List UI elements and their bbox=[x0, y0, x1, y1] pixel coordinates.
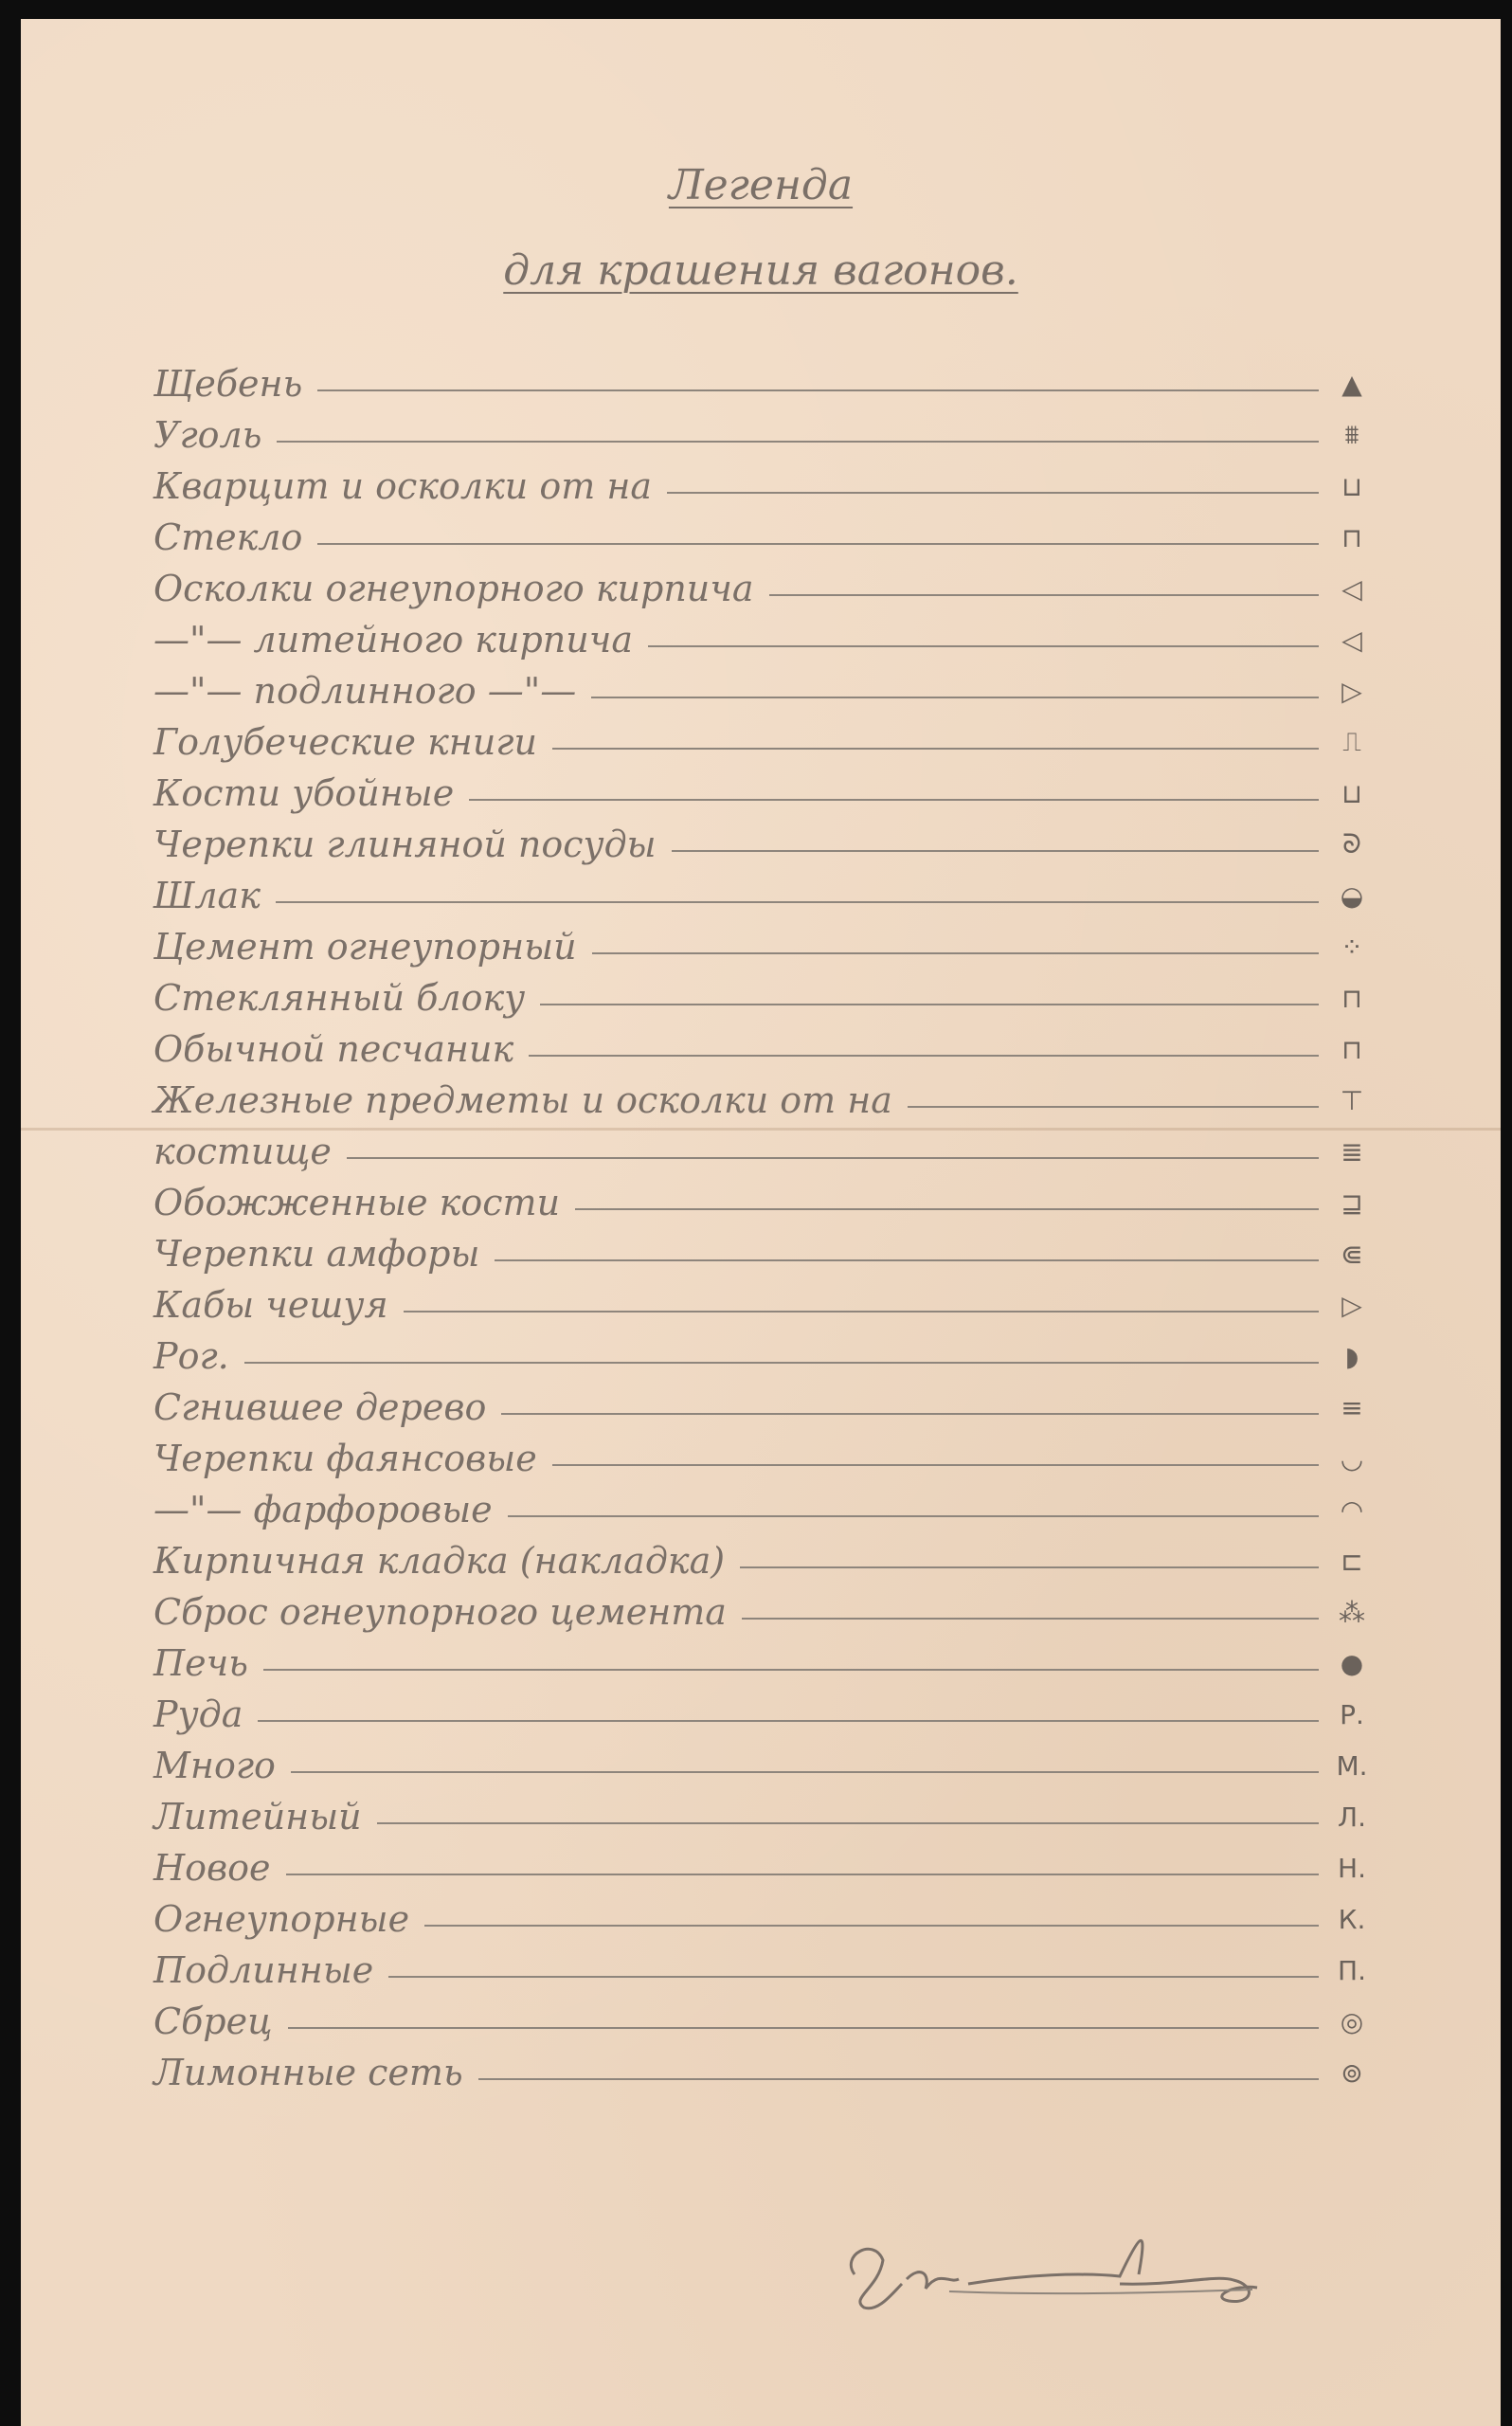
leader-line bbox=[263, 1669, 1319, 1671]
legend-symbol-icon: ▷ bbox=[1341, 675, 1362, 707]
legend-entry-label: Цемент огнеупорный bbox=[153, 926, 577, 968]
legend-symbol-icon: ⊔ bbox=[1341, 470, 1362, 502]
leader-line bbox=[244, 1362, 1319, 1364]
legend-symbol-icon: ◁ bbox=[1341, 624, 1362, 656]
legend-entry bbox=[153, 819, 1385, 870]
legend-entry-label: Сбрец bbox=[153, 2001, 273, 2042]
legend-entry-label: Кварцит и осколки от на bbox=[153, 465, 653, 507]
leader-line bbox=[552, 1464, 1319, 1466]
legend-entry bbox=[153, 461, 1385, 512]
leader-line bbox=[908, 1106, 1319, 1108]
legend-entry bbox=[153, 1535, 1385, 1586]
legend-entry bbox=[153, 1842, 1385, 1893]
legend-entry-label: —"— фарфоровые bbox=[153, 1489, 493, 1530]
leader-line bbox=[672, 850, 1319, 852]
legend-entry bbox=[153, 1382, 1385, 1433]
leader-line bbox=[501, 1413, 1319, 1415]
legend-symbol-icon: ⋐ bbox=[1341, 1238, 1363, 1270]
document-subtitle: для крашения вагонов. bbox=[503, 246, 1018, 295]
legend-entry bbox=[153, 972, 1385, 1023]
legend-symbol-icon: ◡ bbox=[1340, 1442, 1364, 1475]
legend-entry bbox=[153, 1740, 1385, 1791]
legend-entry bbox=[153, 1279, 1385, 1331]
handwritten-signature bbox=[836, 2218, 1271, 2322]
legend-symbol-icon: ⊤ bbox=[1340, 1084, 1364, 1116]
legend-symbol-icon: Р. bbox=[1340, 1698, 1364, 1730]
leader-line bbox=[347, 1157, 1319, 1159]
legend-symbol-icon: ⁘ bbox=[1341, 931, 1363, 963]
legend-entry bbox=[153, 1177, 1385, 1228]
leader-line bbox=[317, 543, 1319, 545]
legend-symbol-icon: ▲ bbox=[1341, 368, 1362, 400]
legend-symbol-icon: ⊚ bbox=[1341, 2056, 1363, 2089]
legend-entry bbox=[153, 1586, 1385, 1638]
legend-entry bbox=[153, 1689, 1385, 1740]
legend-symbol-icon: ≣ bbox=[1341, 1135, 1363, 1168]
legend-symbol-icon: П. bbox=[1338, 1954, 1366, 1986]
legend-entry-label: Щебень bbox=[153, 363, 303, 405]
leader-line bbox=[529, 1055, 1319, 1057]
legend-entry bbox=[153, 1996, 1385, 2047]
legend-symbol-icon: ◎ bbox=[1340, 2005, 1364, 2037]
legend-entry-label: Голубеческие книги bbox=[153, 721, 537, 763]
legend-entry-label: Кости убойные bbox=[153, 772, 455, 814]
leader-line bbox=[404, 1311, 1319, 1313]
legend-entry-label: Кирпичная кладка (накладка) bbox=[153, 1540, 726, 1582]
legend-symbol-icon: ⊓ bbox=[1341, 1033, 1362, 1065]
leader-line bbox=[424, 1925, 1319, 1927]
leader-line bbox=[742, 1618, 1319, 1620]
legend-entry bbox=[153, 1945, 1385, 1996]
leader-line bbox=[769, 594, 1319, 596]
legend-entry bbox=[153, 665, 1385, 716]
legend-entry-label: костище bbox=[153, 1131, 332, 1172]
legend-entry bbox=[153, 1484, 1385, 1535]
leader-line bbox=[276, 901, 1319, 903]
legend-symbol-icon: ᘐ bbox=[1342, 828, 1361, 860]
legend-entry-label: Уголь bbox=[153, 414, 262, 456]
leader-line bbox=[667, 492, 1319, 494]
leader-line bbox=[478, 2078, 1319, 2080]
legend-entry bbox=[153, 614, 1385, 665]
legend-symbol-icon: ◠ bbox=[1340, 1494, 1364, 1526]
legend-entry-label: Лимонные сеть bbox=[153, 2052, 463, 2093]
leader-line bbox=[288, 2027, 1319, 2029]
legend-entry bbox=[153, 512, 1385, 563]
legend-list bbox=[153, 358, 1385, 2098]
legend-symbol-icon: Л. bbox=[1338, 1801, 1366, 1833]
legend-entry bbox=[153, 2047, 1385, 2098]
leader-line bbox=[286, 1874, 1320, 1875]
legend-entry-label: Сброс огнеупорного цемента bbox=[153, 1591, 727, 1633]
leader-line bbox=[508, 1515, 1319, 1517]
signature-drawing bbox=[836, 2218, 1271, 2322]
legend-entry-label: Много bbox=[153, 1745, 276, 1786]
legend-entry-label: —"— подлинного —"— bbox=[153, 670, 577, 712]
legend-entry-label: Обычной песчаник bbox=[153, 1028, 514, 1070]
legend-entry bbox=[153, 358, 1385, 409]
legend-entry-label: Новое bbox=[153, 1847, 271, 1889]
legend-symbol-icon: ⊔ bbox=[1341, 777, 1362, 809]
leader-line bbox=[540, 1004, 1319, 1005]
legend-symbol-icon: Н. bbox=[1338, 1852, 1366, 1884]
legend-entry bbox=[153, 1331, 1385, 1382]
paper-sheet bbox=[21, 19, 1501, 2426]
legend-entry bbox=[153, 1791, 1385, 1842]
legend-entry-label: Железные предметы и осколки от на bbox=[153, 1079, 892, 1121]
legend-entry bbox=[153, 1023, 1385, 1075]
legend-entry-label: Огнеупорные bbox=[153, 1898, 410, 1940]
legend-entry-label: Печь bbox=[153, 1642, 248, 1684]
legend-entry bbox=[153, 1893, 1385, 1945]
legend-symbol-icon: ◁ bbox=[1341, 572, 1362, 605]
leader-line bbox=[388, 1976, 1319, 1978]
legend-symbol-icon: ⊒ bbox=[1341, 1186, 1363, 1219]
leader-line bbox=[258, 1720, 1319, 1722]
legend-entry bbox=[153, 921, 1385, 972]
legend-symbol-icon: ⊓ bbox=[1341, 982, 1362, 1014]
legend-entry-label: Подлинные bbox=[153, 1949, 374, 1991]
legend-entry bbox=[153, 563, 1385, 614]
legend-entry-label: Осколки огнеупорного кирпича bbox=[153, 568, 754, 609]
legend-entry bbox=[153, 1433, 1385, 1484]
legend-entry bbox=[153, 768, 1385, 819]
legend-symbol-icon: К. bbox=[1338, 1903, 1366, 1935]
legend-entry-label: Кабы чешуя bbox=[153, 1284, 388, 1326]
document-title: Легенда bbox=[668, 161, 854, 209]
legend-symbol-icon: ◒ bbox=[1340, 879, 1364, 912]
legend-entry-label: Черепки глиняной посуды bbox=[153, 824, 657, 865]
leader-line bbox=[592, 952, 1319, 954]
legend-symbol-icon: ◗ bbox=[1344, 1340, 1359, 1372]
legend-symbol-icon: ▷ bbox=[1341, 1289, 1362, 1321]
legend-entry bbox=[153, 1638, 1385, 1689]
legend-entry-label: Рог. bbox=[153, 1335, 229, 1377]
legend-symbol-icon: ≡ bbox=[1341, 1391, 1363, 1423]
legend-entry bbox=[153, 1075, 1385, 1126]
leader-line bbox=[277, 441, 1319, 443]
legend-entry-label: Черепки амфоры bbox=[153, 1233, 480, 1275]
legend-symbol-icon: ⊓ bbox=[1341, 521, 1362, 553]
leader-line bbox=[377, 1822, 1319, 1824]
legend-symbol-icon: ⎍ bbox=[1342, 726, 1361, 757]
leader-line bbox=[740, 1566, 1319, 1568]
leader-line bbox=[495, 1259, 1319, 1261]
legend-symbol-icon: М. bbox=[1336, 1749, 1368, 1782]
legend-entry-label: Шлак bbox=[153, 875, 261, 916]
leader-line bbox=[552, 748, 1319, 750]
legend-entry bbox=[153, 870, 1385, 921]
legend-entry-label: Обожженные кости bbox=[153, 1182, 561, 1223]
legend-symbol-icon: ⁂ bbox=[1339, 1596, 1365, 1628]
leader-line bbox=[591, 697, 1319, 698]
leader-line bbox=[317, 389, 1319, 391]
legend-entry-label: Литейный bbox=[153, 1796, 362, 1838]
leader-line bbox=[469, 799, 1319, 801]
legend-entry bbox=[153, 1228, 1385, 1279]
legend-symbol-icon: ● bbox=[1340, 1647, 1364, 1679]
legend-symbol-icon: ⊏ bbox=[1341, 1545, 1363, 1577]
leader-line bbox=[648, 645, 1319, 647]
leader-line bbox=[291, 1771, 1319, 1773]
legend-entry bbox=[153, 716, 1385, 768]
legend-symbol-icon: ⩩ bbox=[1344, 419, 1359, 450]
legend-entry-label: Стеклянный блоку bbox=[153, 977, 526, 1019]
legend-entry bbox=[153, 409, 1385, 461]
legend-entry bbox=[153, 1126, 1385, 1177]
leader-line bbox=[575, 1208, 1319, 1210]
legend-entry-label: Руда bbox=[153, 1693, 243, 1735]
legend-entry-label: —"— литейного кирпича bbox=[153, 619, 634, 661]
legend-entry-label: Стекло bbox=[153, 516, 303, 558]
legend-entry-label: Черепки фаянсовые bbox=[153, 1438, 537, 1479]
legend-entry-label: Сгнившее дерево bbox=[153, 1386, 487, 1428]
